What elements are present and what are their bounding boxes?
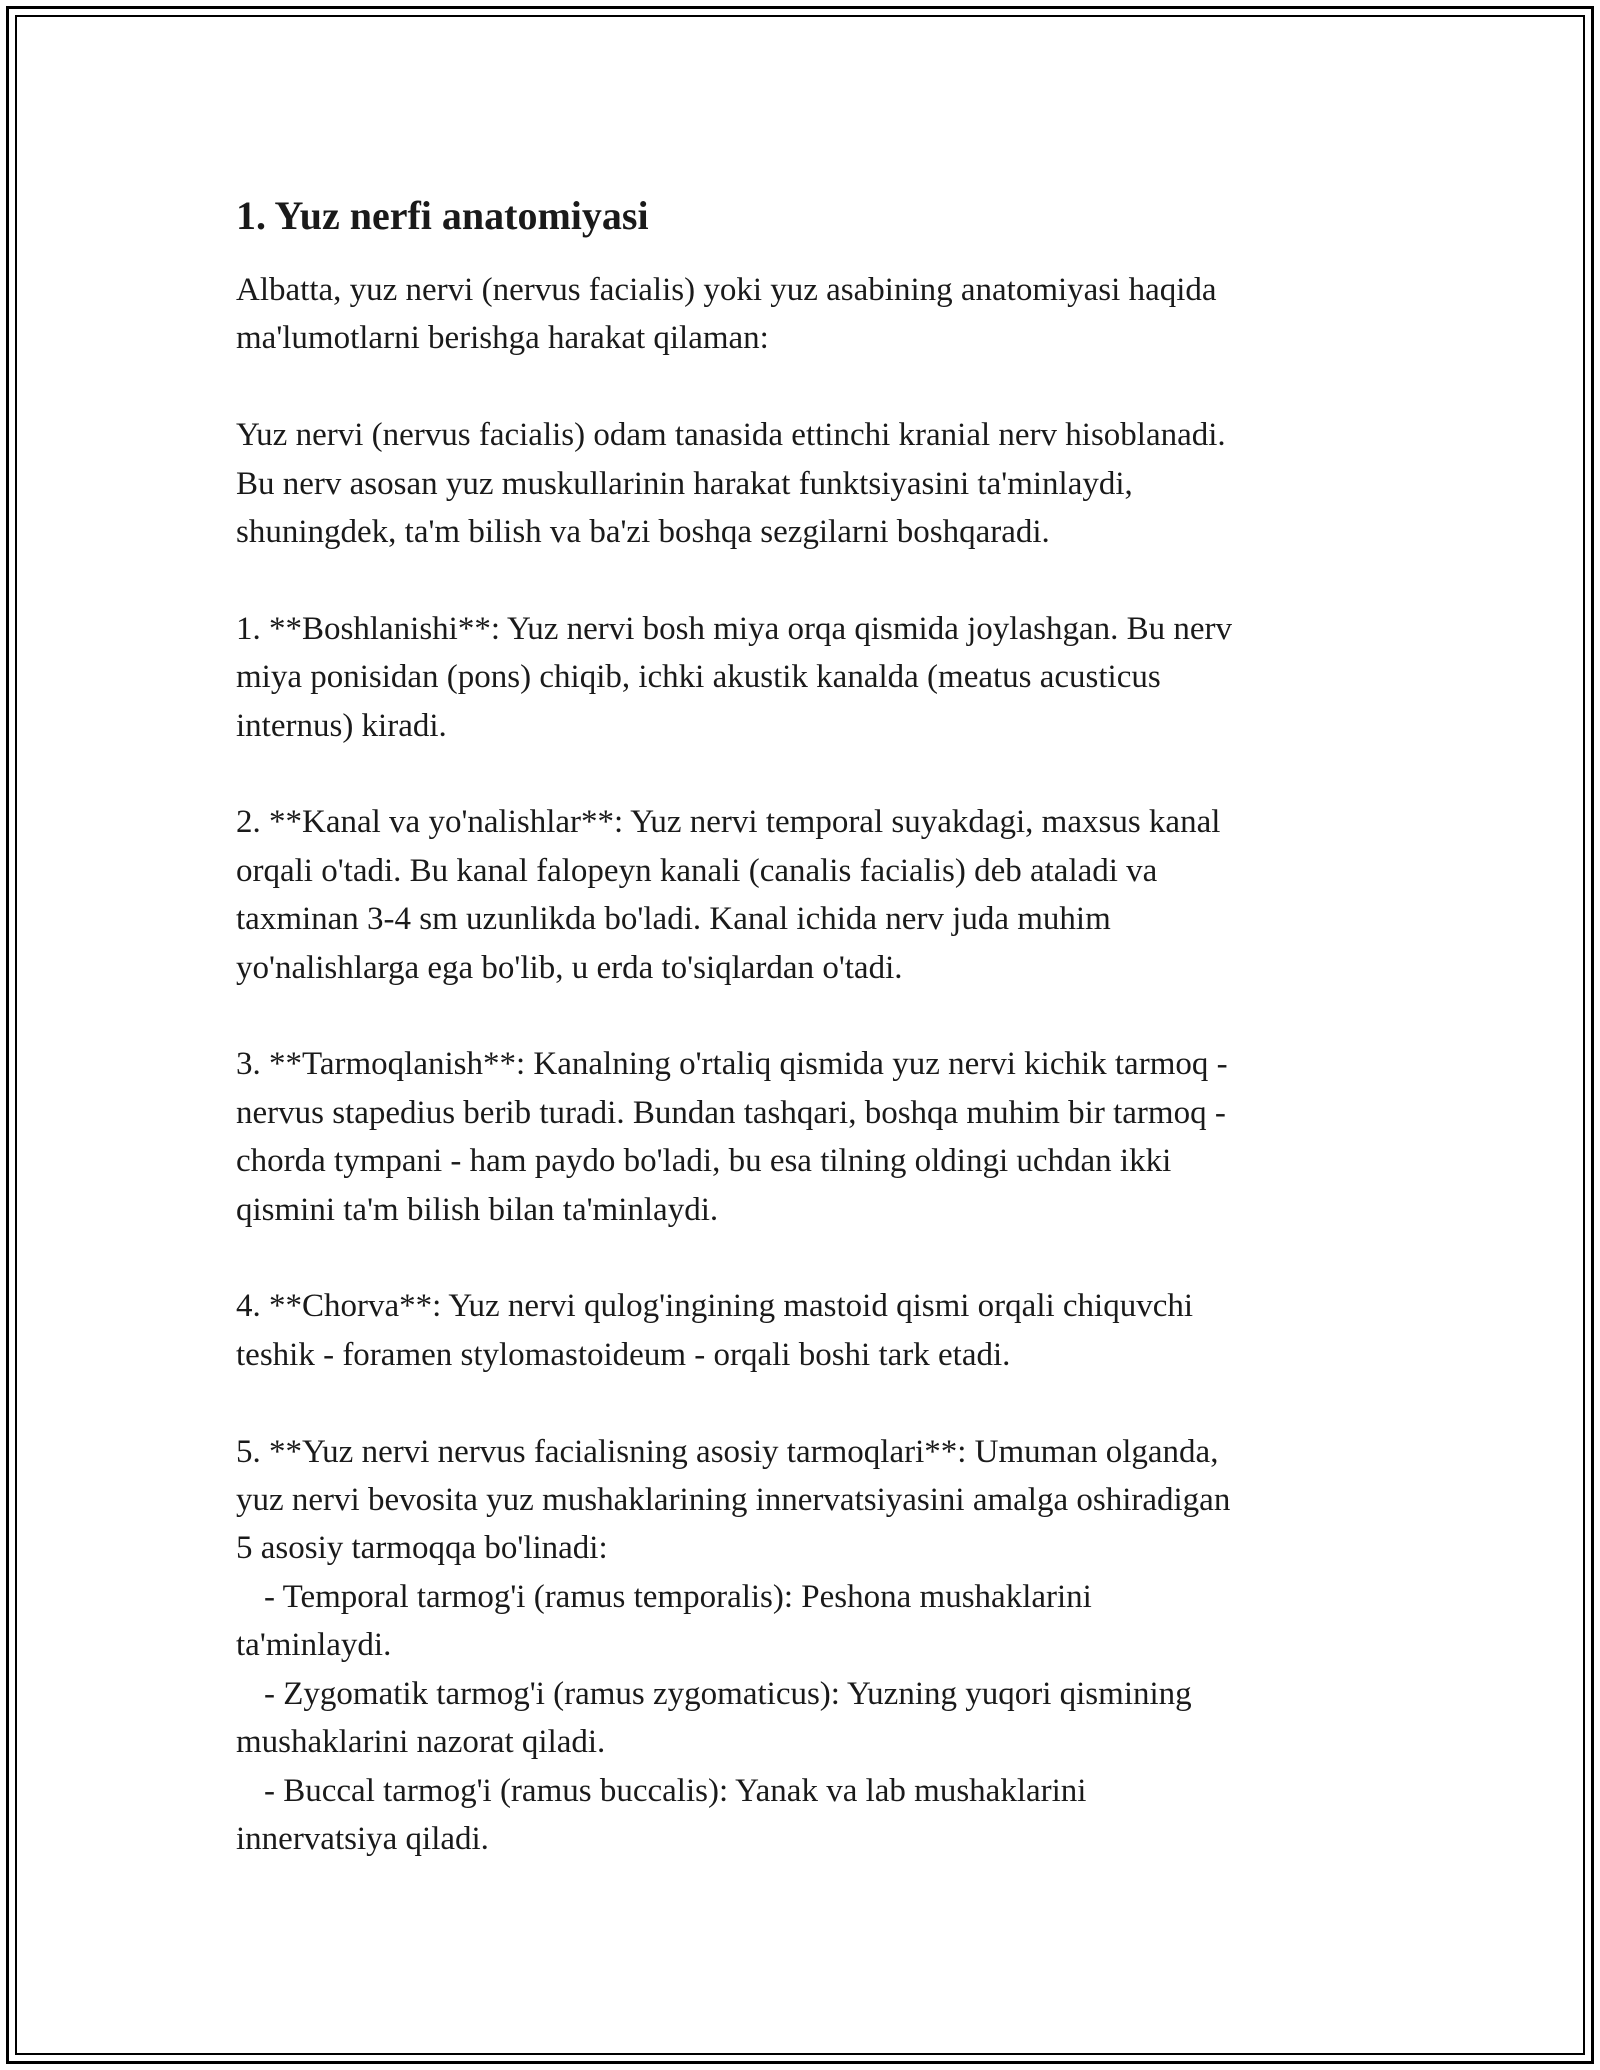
document-page [236,188,1366,1863]
text-line: ma'lumotlarni berishga harakat qilaman: [236,320,769,357]
text-line: 2. **Kanal va yo'nalishlar**: Yuz nervi temporal suyakdagi, maxsus kanal [236,804,1221,841]
paragraph-item-2 [236,798,1366,992]
list-line: - Temporal tarmog'i (ramus temporalis): Peshona mushaklarini [264,1578,1092,1615]
text-line: mushaklarini nazorat qiladi. [236,1724,606,1761]
text-line: Yuz nervi (nervus facialis) odam tanasida ettinchi kranial nerv hisoblanadi. [236,417,1226,454]
text-line: 5 asosiy tarmoqqa bo'linadi: [236,1530,608,1567]
text-line: internus) kiradi. [236,707,447,744]
text-line: 3. **Tarmoqlanish**: Kanalning o'rtaliq qismida yuz nervi kichik tarmoq - [236,1046,1228,1083]
text-line: 4. **Chorva**: Yuz nervi qulog'ingining mastoid qismi orqali chiquvchi [236,1288,1194,1325]
text-line: nervus stapedius berib turadi. Bundan tashqari, boshqa muhim bir tarmoq - [236,1094,1226,1131]
text-line: orqali o'tadi. Bu kanal falopeyn kanali (canalis facialis) deb ataladi va [236,852,1158,889]
text-line: Albatta, yuz nervi (nervus facialis) yoki yuz asabining anatomiyasi haqida [236,272,1217,308]
text-line: yo'nalishlarga ega bo'lib, u erda to'siqlardan o'tadi. [236,949,903,986]
text-line: 5. **Yuz nervi nervus facialisning asosiy tarmoqlari**: Umuman olganda, [236,1433,1219,1470]
text-line: miya ponisidan (pons) chiqib, ichki akustik kanalda (meatus acusticus [236,659,1161,696]
text-line: taxminan 3-4 sm uzunlikda bo'ladi. Kanal ichida nerv juda muhim [236,901,1111,938]
list-line: - Zygomatik tarmog'i (ramus zygomaticus): Yuzning yuqori qismining [264,1675,1192,1712]
paragraph-intro [236,266,1366,363]
paragraph-item-4 [236,1282,1366,1379]
list-line: - Buccal tarmog'i (ramus buccalis): Yanak va lab mushaklarini [264,1772,1087,1809]
text-line: ta'minlaydi. [236,1627,392,1664]
text-line: chorda tympani - ham paydo bo'ladi, bu esa tilning oldingi uchdan ikki [236,1143,1172,1180]
text-line: qismini ta'm bilish bilan ta'minlaydi. [236,1191,719,1228]
text-line: 1. **Boshlanishi**: Yuz nervi bosh miya orqa qismida joylashgan. Bu nerv [236,610,1232,647]
paragraph-item-3 [236,1040,1366,1234]
document-title: 1. Yuz nerfi anatomiyasi [236,193,649,238]
paragraph-item-5 [236,1428,1366,1864]
paragraph-overview [236,411,1366,556]
paragraph-item-1 [236,605,1366,750]
text-line: yuz nervi bevosita yuz mushaklarining innervatsiyasini amalga oshiradigan [236,1482,1231,1519]
text-line: innervatsiya qiladi. [236,1820,489,1857]
text-line: Bu nerv asosan yuz muskullarinin harakat funktsiyasini ta'minlaydi, [236,465,1133,502]
text-line: shuningdek, ta'm bilish va ba'zi boshqa sezgilarni boshqaradi. [236,514,1050,551]
text-line: teshik - foramen stylomastoideum - orqali boshi tark etadi. [236,1336,1011,1373]
